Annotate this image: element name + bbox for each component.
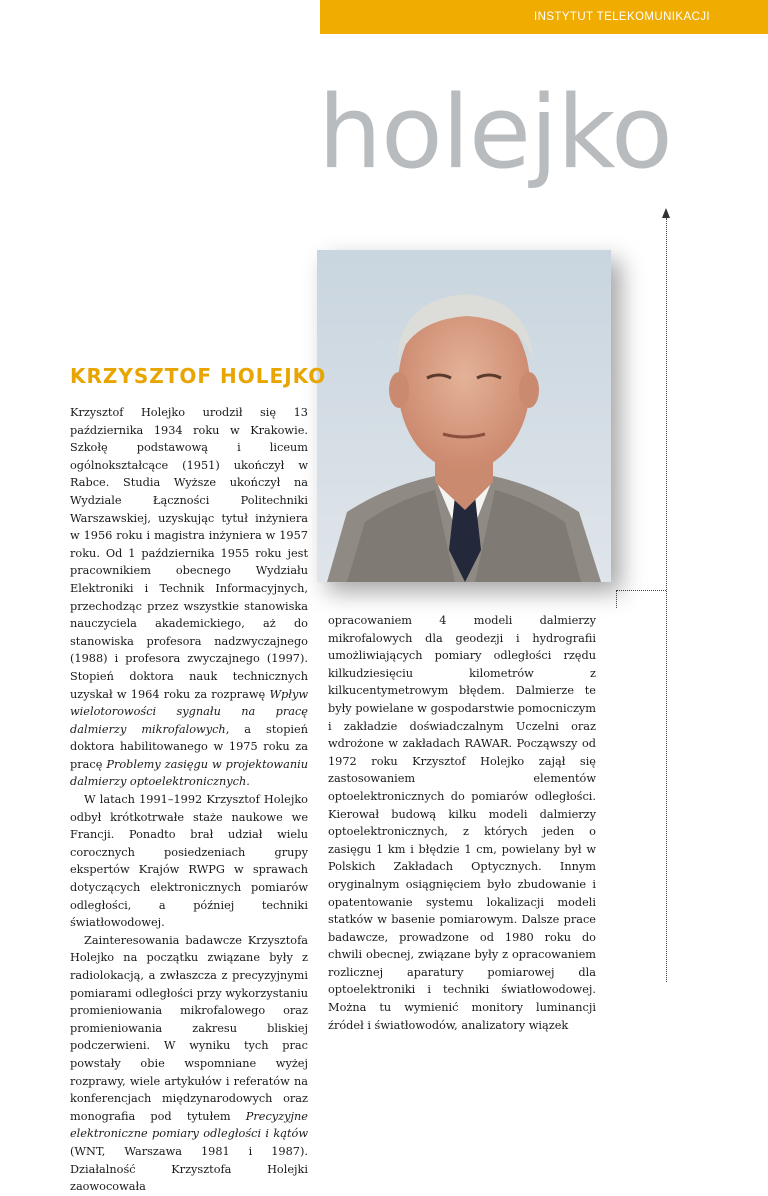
paragraph: Zainteresowania badawcze Krzysztofa Holejko na początku związane były z radiolokacją, a zwłaszcza z precyzyjnymi pomiarami odległości przy wykorzystaniu promieniowania mikrofalowego oraz promieniowania zakresu bliskiej podczerwieni. W wyniku tych prac powstały obie wspomniane wyżej rozprawy, wiele artykułów i referatów na konferencjach międzynarodowych oraz monografia pod tytułem Precyzyjne elektroniczne pomiary odległości i kątów (WNT, Warszawa 1981 i 1987). Działalność Krzysztofa Holejki zaowocowała	[70, 933, 308, 1194]
arrow-up-icon	[662, 208, 670, 218]
page-title: holejko	[318, 73, 672, 191]
person-name: KRZYSZTOF HOLEJKO	[70, 364, 327, 388]
paragraph: W latach 1991–1992 Krzysztof Holejko odbył krótkotrwałe staże naukowe we Francji. Ponadto brał udział wielu corocznych posiedzeniach grupy ekspertów Krajów RWPG w sprawach dotyczących elektronicznych pomiarów odległości, a później techniki światłowodowej.	[70, 793, 308, 930]
right-text-column	[328, 612, 596, 1034]
header-bar	[320, 0, 768, 34]
dotted-guide-stub	[616, 590, 617, 608]
paragraph: Krzysztof Holejko urodził się 13 października 1934 roku w Krakowie. Szkołę podstawową i liceum ogólnokształcące (1951) ukończył w Rabce. Studia Wyższe ukończył na Wydziale Łączności Politechniki Warszawskiej, uzyskując tytuł inżyniera w 1956 roku i magistra inżyniera w 1957 roku. Od 1 października 1955 roku jest pracownikiem obecnego Wydziału Elektroniki i Technik Informacyjnych, przechodząc przez wszystkie stanowiska nauczyciela akademickiego, aż do stanowiska profesora nadzwyczajnego (1988) i profesora zwyczajnego (1997). Stopień doktora nauk technicznych uzyskał w 1964 roku za rozprawę Wpływ wielotorowości sygnału na pracę dalmierzy mikrofalowych, a stopień doktora habilitowanego w 1975 roku za pracę Problemy zasięgu w projektowaniu dalmierzy optoelektronicznych.	[70, 406, 308, 789]
paragraph: opracowaniem 4 modeli dalmierzy mikrofalowych dla geodezji i hydrografii umożliwiających pomiary odległości rzędu kilkudziesięciu kilometrów z kilkucentymetrowym błędem. Dalmierze te były powielane w gospodarstwie pomocniczym i zakładzie doświadczalnym Uczelni oraz wdrożone w zakładach RAWAR. Począwszy od 1972 roku Krzysztof Holejko zajął się zastosowaniem elementów optoelektronicznych do pomiarów odległości. Kierował budową kilku modeli dalmierzy optoelektronicznych, z których jeden o zasięgu 1 km i błędzie 1 cm, powielany był w Polskich Zakładach Optycznych. Innym oryginalnym osiągnięciem było zbudowanie i opatentowanie systemu lokalizacji modeli statków w basenie pomiarowym. Dalsze prace badawcze, prowadzone od 1980 roku do chwili obecnej, związane były z opracowaniem rozlicznej aparatury pomiarowej dla optoelektroniki i techniki światłowodowej. Można tu wymienić monitory luminancji źródeł i światłowodów, analizatory wiązek	[328, 614, 596, 1032]
left-text-column	[70, 404, 308, 1196]
portrait-photo	[317, 250, 611, 582]
dotted-guide-connector	[616, 590, 666, 591]
header-label: INSTYTUT TELEKOMUNIKACJI	[534, 11, 710, 23]
dotted-guide-line	[666, 218, 667, 982]
